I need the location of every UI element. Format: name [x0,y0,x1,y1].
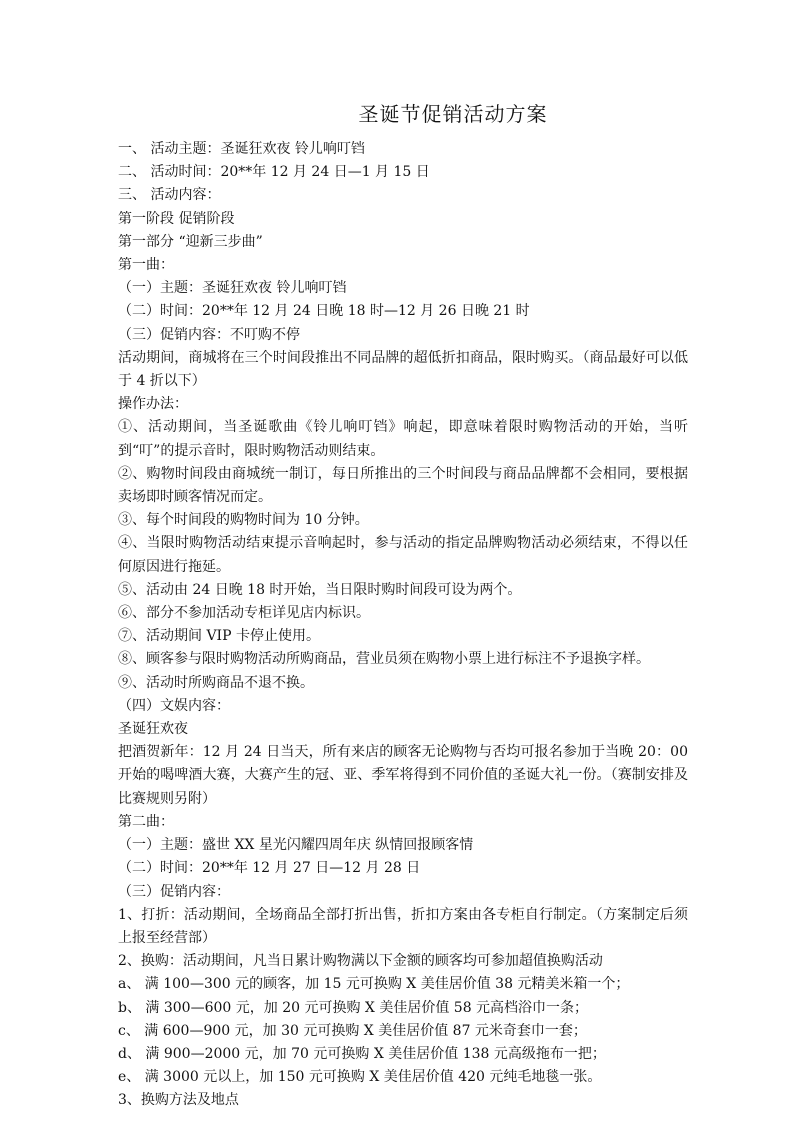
document-body [118,138,688,1113]
document-line: b、 满 300—600 元，加 20 元可换购 X 美佳居价值 58 元高档浴巾一条； [118,999,589,1016]
document-line: ①、活动期间，当圣诞歌曲《铃儿响叮铛》响起，即意味着限时购物活动的开始，当听到“叮”的提示音时，限时购物活动则结束。 [118,419,688,459]
document-line: c、 满 600—900 元，加 30 元可换购 X 美佳居价值 87 元米奇套巾一套； [118,1022,587,1039]
document-page [118,100,688,1113]
document-title: 圣诞节促销活动方案 [358,102,548,126]
document-line: 第二曲： [118,813,174,830]
document-line: 三、 活动内容： [118,187,221,204]
document-line: 把酒贺新年：12 月 24 日当天，所有来店的顾客无论购物与否均可报名参加于当晚 20：00 开始的喝啤酒大赛，大赛产生的冠、亚、季军将得到不同价值的圣诞大礼一份。（赛制安排及比赛规则另附） [118,744,688,807]
document-line: a、 满 100—300 元的顾客，加 15 元可换购 X 美佳居价值 38 元精美米箱一个； [118,976,630,993]
document-line: 1、打折：活动期间，全场商品全部打折出售，折扣方案由各专柜自行制定。（方案制定后须上报至经营部） [118,906,688,946]
document-line: 活动期间，商城将在三个时间段推出不同品牌的超低折扣商品，限时购买。（商品最好可以低于 4 折以下） [118,349,688,390]
document-line: （二）时间：20**年 12 月 27 日—12 月 28 日 [118,860,421,877]
document-line: 2、换购：活动期间，凡当日累计购物满以下金额的顾客均可参加超值换购活动 [118,953,603,970]
document-line: （二）时间：20**年 12 月 24 日晚 18 时—12 月 26 日晚 21 时 [118,303,530,320]
document-line: 二、 活动时间：20**年 12 月 24 日—1 月 15 日 [118,164,430,181]
document-line: ⑦、活动期间 VIP 卡停止使用。 [118,628,320,645]
document-line: ⑨、活动时所购商品不退不换。 [118,674,314,691]
document-line: d、 满 900—2000 元，加 70 元可换购 X 美佳居价值 138 元高级拖布一把； [118,1045,606,1062]
document-line: （三）促销内容：不叮购不停 [118,326,300,343]
document-line: 操作办法： [118,396,188,413]
document-line: 一、 活动主题：圣诞狂欢夜 铃儿响叮铛 [118,141,365,157]
document-line: ⑥、部分不参加活动专柜详见店内标识。 [118,605,370,622]
document-line: e、 满 3000 元以上，加 150 元可换购 X 美佳居价值 420 元纯毛地毯一张。 [118,1069,602,1086]
document-line: ②、购物时间段由商城统一制订，每日所推出的三个时间段与商品品牌都不会相同，要根据卖场即时顾客情况而定。 [118,465,688,506]
document-line: ③、每个时间段的购物时间为 10 分钟。 [118,512,369,529]
document-line: ⑤、活动由 24 日晚 18 时开始，当日限时购时间段可设为两个。 [118,581,522,598]
document-line: 圣诞狂欢夜 [118,721,188,738]
document-line: ④、当限时购物活动结束提示音响起时，参与活动的指定品牌购物活动必须结束，不得以任何原因进行拖延。 [118,535,688,575]
document-line: 第一阶段 促销阶段 [118,210,235,227]
document-line: 第一部分 “迎新三步曲” [118,233,263,250]
document-line: （一）主题：圣诞狂欢夜 铃儿响叮铛 [118,280,347,297]
document-line: 3、换购方法及地点 [118,1092,239,1109]
document-line: （三）促销内容： [118,883,230,900]
document-line: ⑧、顾客参与限时购物活动所购商品，营业员须在购物小票上进行标注不予退换字样。 [118,651,650,668]
document-line: （一）主题：盛世 XX 星光闪耀四周年庆 纵情回报顾客情 [118,837,474,854]
document-line: （四）文娱内容： [118,697,230,714]
document-line: 第一曲： [118,257,174,274]
